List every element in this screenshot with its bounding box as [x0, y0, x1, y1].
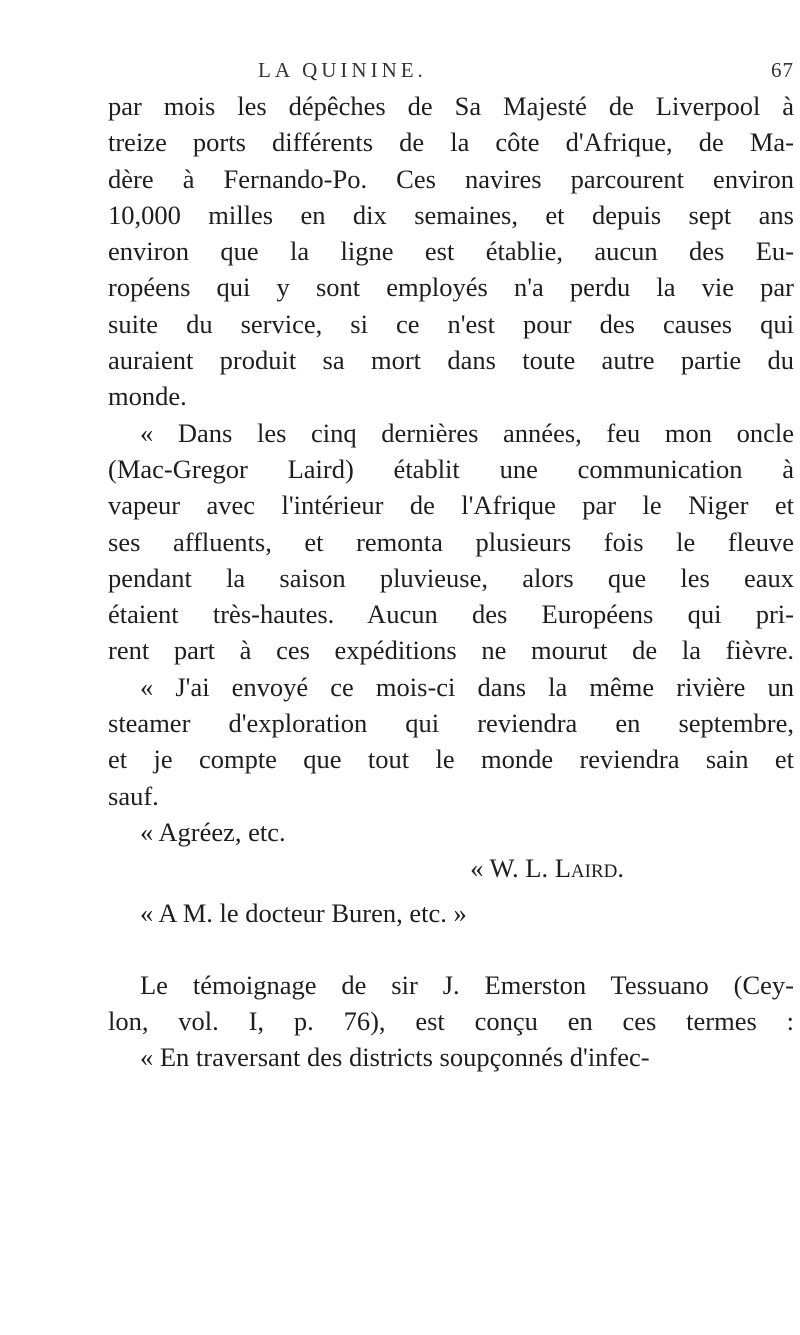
addressee-line: « A M. le docteur Buren, etc. » [140, 897, 467, 928]
text-line: ropéens qui y sont employés n'a perdu la vie par [108, 272, 794, 303]
text-line: auraient produit sa mort dans toute autre partie du [108, 345, 794, 376]
text-line: étaient très-hautes. Aucun des Européens qui pri- [108, 599, 794, 630]
signature-line: « W. L. Laird. [470, 853, 624, 884]
text-line: par mois les dépêches de Sa Majesté de Liverpool à [108, 91, 794, 121]
text-line: ses affluents, et remonta plusieurs fois le fleuve [108, 526, 794, 557]
text-line: « Agréez, etc. [140, 816, 286, 847]
running-title: LA QUININE. [258, 58, 427, 82]
text-line: « Dans les cinq dernières années, feu mon oncle [140, 417, 794, 448]
text-line: environ que la ligne est établie, aucun des Eu- [108, 236, 794, 267]
text-line: 10,000 milles en dix semaines, et depuis sept ans [108, 199, 794, 230]
page-header [258, 58, 794, 88]
text-line: steamer d'exploration qui reviendra en septembre, [108, 708, 794, 739]
text-line: suite du service, si ce n'est pour des causes qui [108, 308, 794, 339]
text-line: « En traversant des districts soupçonnés d'infec- [140, 1042, 650, 1073]
text-line: « J'ai envoyé ce mois-ci dans la même rivière un [140, 671, 794, 702]
text-line: rent part à ces expéditions ne mourut de la fièvre. [108, 635, 794, 666]
text-line: treize ports différents de la côte d'Afrique, de Ma- [108, 127, 794, 158]
page-number: 67 [771, 58, 794, 82]
text-line: monde. [108, 381, 187, 412]
text-line: sauf. [108, 780, 159, 811]
text-line: dère à Fernando-Po. Ces navires parcourent environ [108, 163, 794, 194]
text-line: vapeur avec l'intérieur de l'Afrique par le Niger et [108, 490, 794, 521]
text-line: et je compte que tout le monde reviendra sain et [108, 744, 794, 775]
text-line: pendant la saison pluvieuse, alors que les eaux [108, 562, 794, 593]
body-text [108, 88, 794, 1076]
text-line: lon, vol. I, p. 76), est conçu en ces termes : [108, 1006, 794, 1037]
text-line: (Mac-Gregor Laird) établit une communication à [108, 453, 794, 484]
text-line: Le témoignage de sir J. Emerston Tessuano (Cey- [140, 969, 794, 1000]
